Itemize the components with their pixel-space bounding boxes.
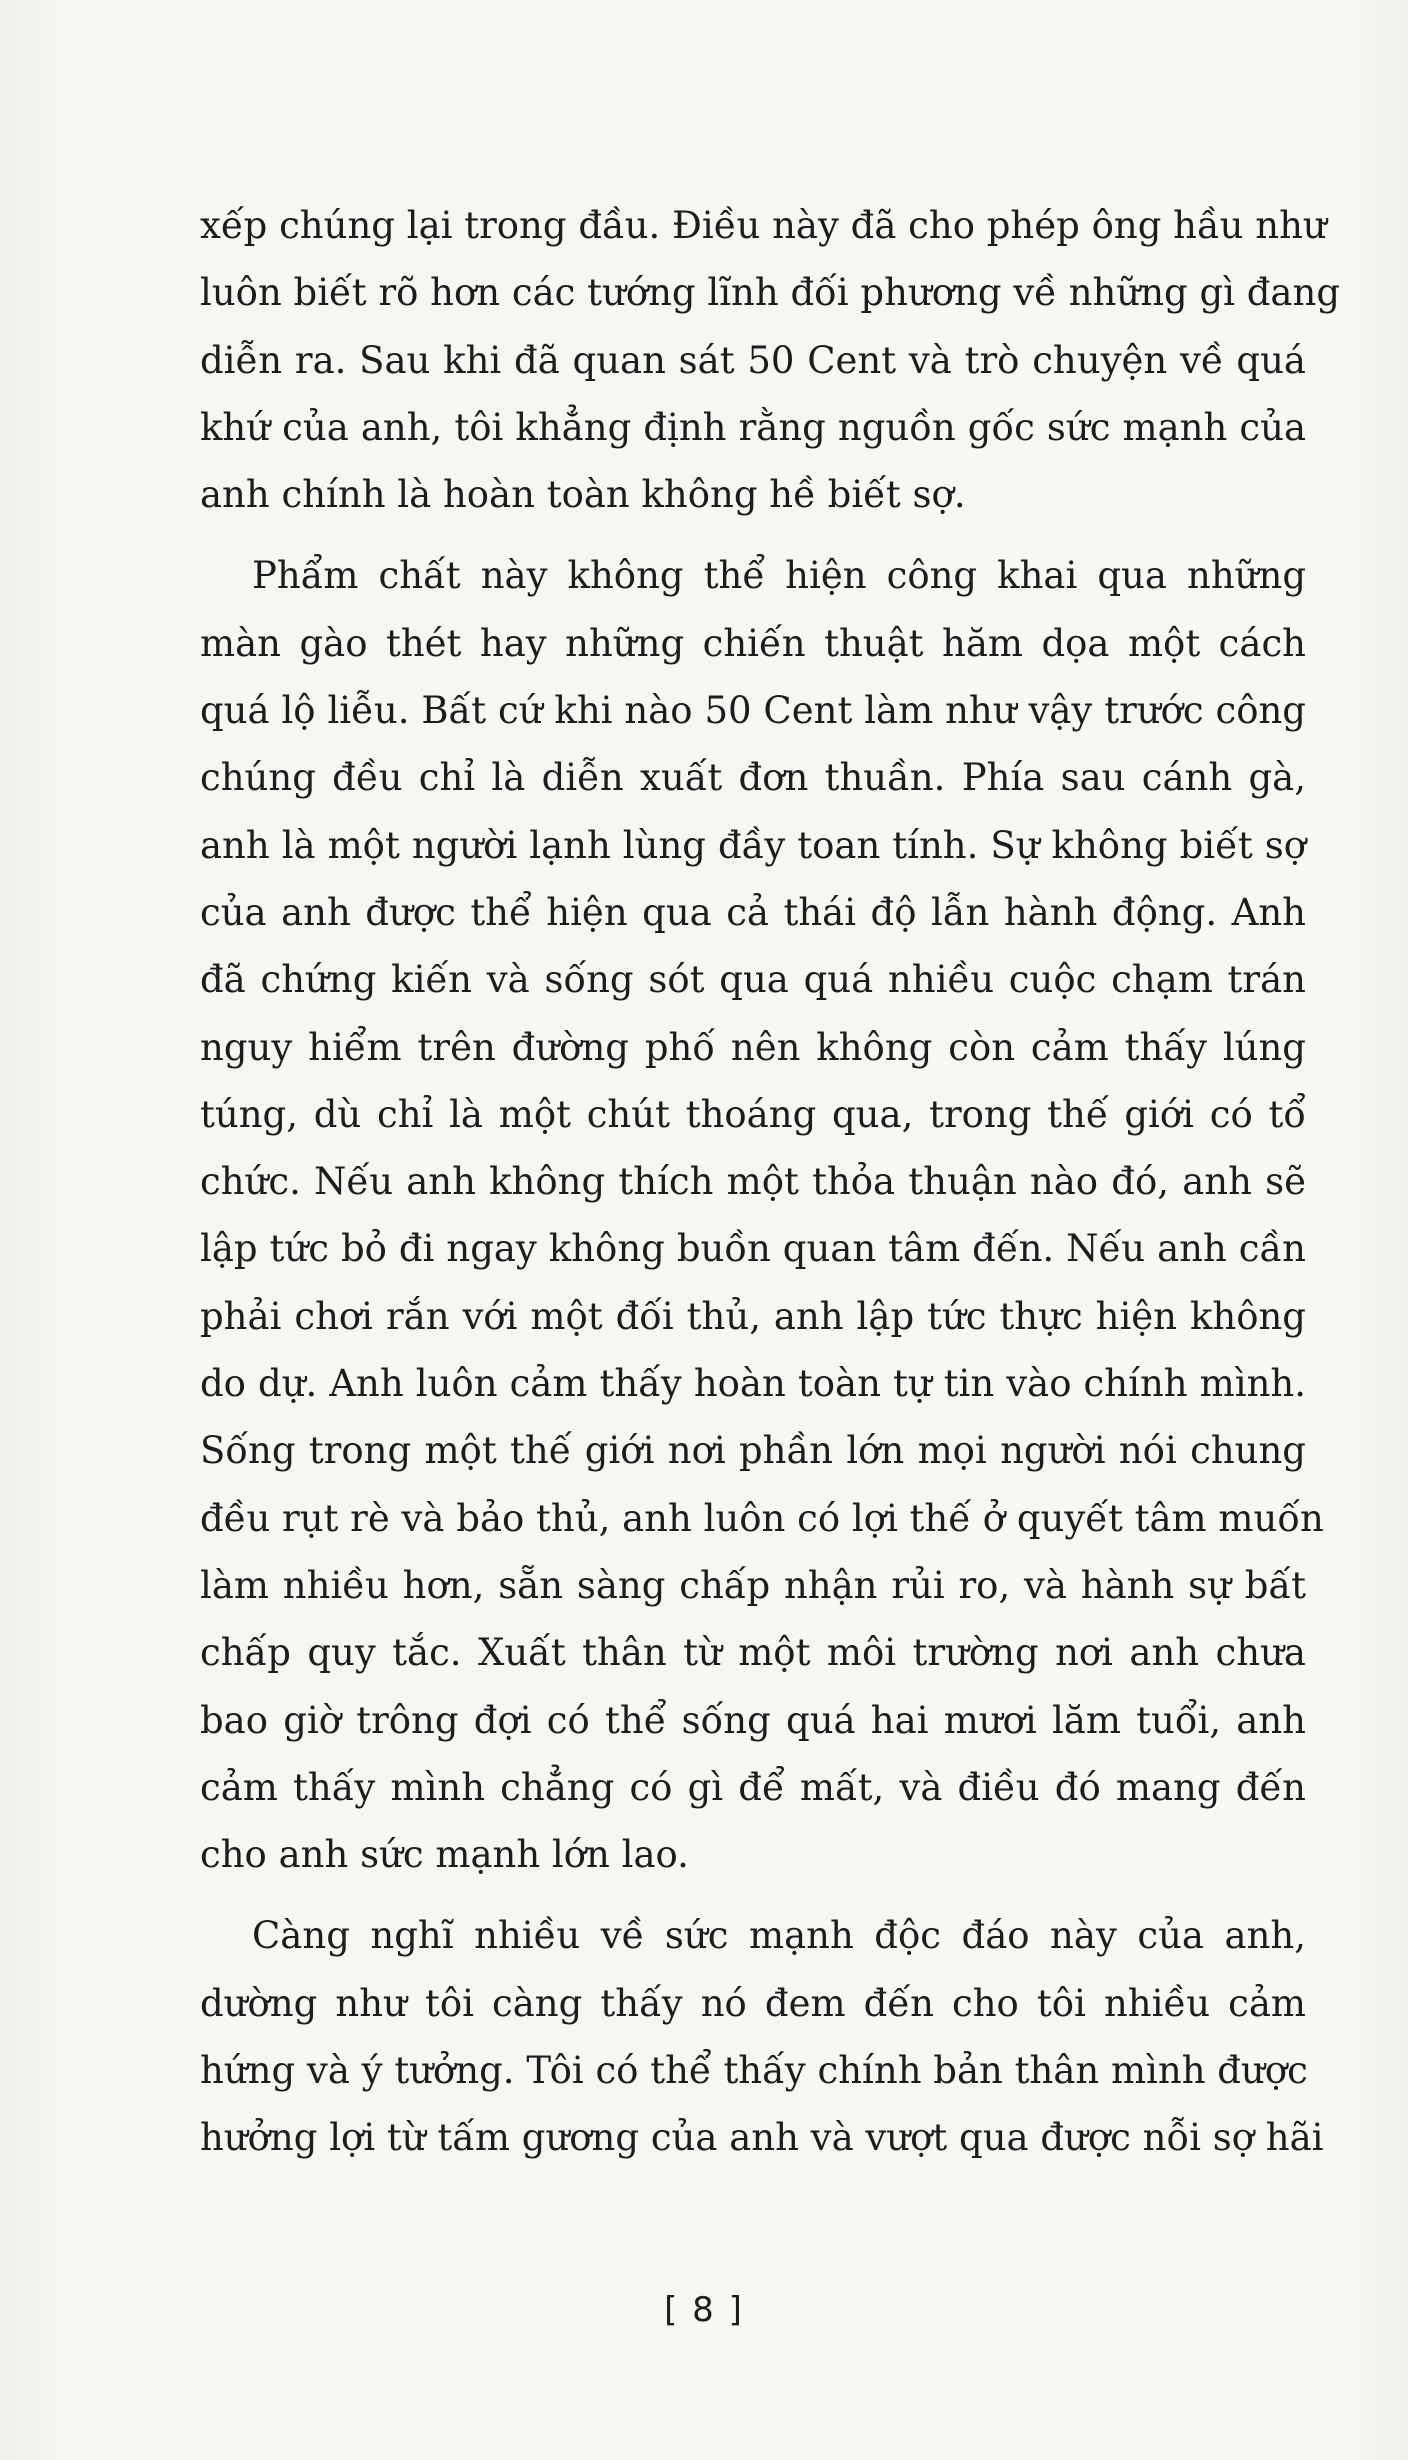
text-line: do dự. Anh luôn cảm thấy hoàn toàn tự tin vào chính mình. [200, 1362, 1306, 1406]
text-line: chức. Nếu anh không thích một thỏa thuận nào đó, anh sẽ [200, 1160, 1306, 1204]
text-line: hưởng lợi từ tấm gương của anh và vượt qua được nỗi sợ hãi [200, 2116, 1324, 2160]
text-line: màn gào thét hay những chiến thuật hăm dọa một cách [200, 621, 1306, 665]
text-line: chúng đều chỉ là diễn xuất đơn thuần. Phía sau cánh gà, [200, 756, 1306, 800]
paragraph [200, 1902, 1324, 2171]
text-line: luôn biết rõ hơn các tướng lĩnh đối phương về những gì đang [200, 271, 1341, 315]
text-line: anh là một người lạnh lùng đầy toan tính. Sự không biết sợ [200, 823, 1306, 867]
text-line: cảm thấy mình chẳng có gì để mất, và điều đó mang đến [200, 1765, 1306, 1809]
text-line: chấp quy tắc. Xuất thân từ một môi trường nơi anh chưa [200, 1631, 1306, 1675]
text-line: của anh được thể hiện qua cả thái độ lẫn hành động. Anh [200, 890, 1306, 934]
body-text [200, 192, 1341, 2186]
text-line: làm nhiều hơn, sẵn sàng chấp nhận rủi ro, và hành sự bất [200, 1563, 1306, 1607]
text-line: xếp chúng lại trong đầu. Điều này đã cho phép ông hầu như [200, 204, 1327, 247]
text-line: bao giờ trông đợi có thể sống quá hai mươi lăm tuổi, anh [200, 1698, 1306, 1742]
text-line: túng, dù chỉ là một chút thoáng qua, trong thế giới có tổ [200, 1092, 1306, 1136]
text-line: quá lộ liễu. Bất cứ khi nào 50 Cent làm như vậy trước công [200, 689, 1306, 733]
text-line: phải chơi rắn với một đối thủ, anh lập tức thực hiện không [200, 1294, 1306, 1338]
text-line: anh chính là hoàn toàn không hề biết sợ. [200, 473, 966, 517]
text-line: diễn ra. Sau khi đã quan sát 50 Cent và trò chuyện về quá [200, 338, 1306, 382]
text-line: Sống trong một thế giới nơi phần lớn mọi người nói chung [200, 1429, 1306, 1473]
text-line: hứng và ý tưởng. Tôi có thể thấy chính bản thân mình được [200, 2049, 1308, 2093]
text-line: lập tức bỏ đi ngay không buồn quan tâm đến. Nếu anh cần [200, 1227, 1306, 1271]
text-line: Càng nghĩ nhiều về sức mạnh độc đáo này của anh, [252, 1914, 1306, 1958]
paragraph [200, 192, 1341, 528]
text-line: đã chứng kiến và sống sót qua quá nhiều cuộc chạm trán [200, 958, 1306, 1002]
text-line: đều rụt rè và bảo thủ, anh luôn có lợi thế ở quyết tâm muốn [200, 1496, 1324, 1540]
text-line: cho anh sức mạnh lớn lao. [200, 1833, 689, 1877]
text-line: nguy hiểm trên đường phố nên không còn cảm thấy lúng [200, 1025, 1306, 1069]
paragraph [200, 542, 1324, 1888]
page-number: [ 8 ] [664, 2290, 744, 2330]
text-line: Phẩm chất này không thể hiện công khai qua những [252, 554, 1306, 598]
text-line: khứ của anh, tôi khẳng định rằng nguồn gốc sức mạnh của [200, 405, 1306, 449]
text-line: dường như tôi càng thấy nó đem đến cho tôi nhiều cảm [200, 1981, 1306, 2025]
